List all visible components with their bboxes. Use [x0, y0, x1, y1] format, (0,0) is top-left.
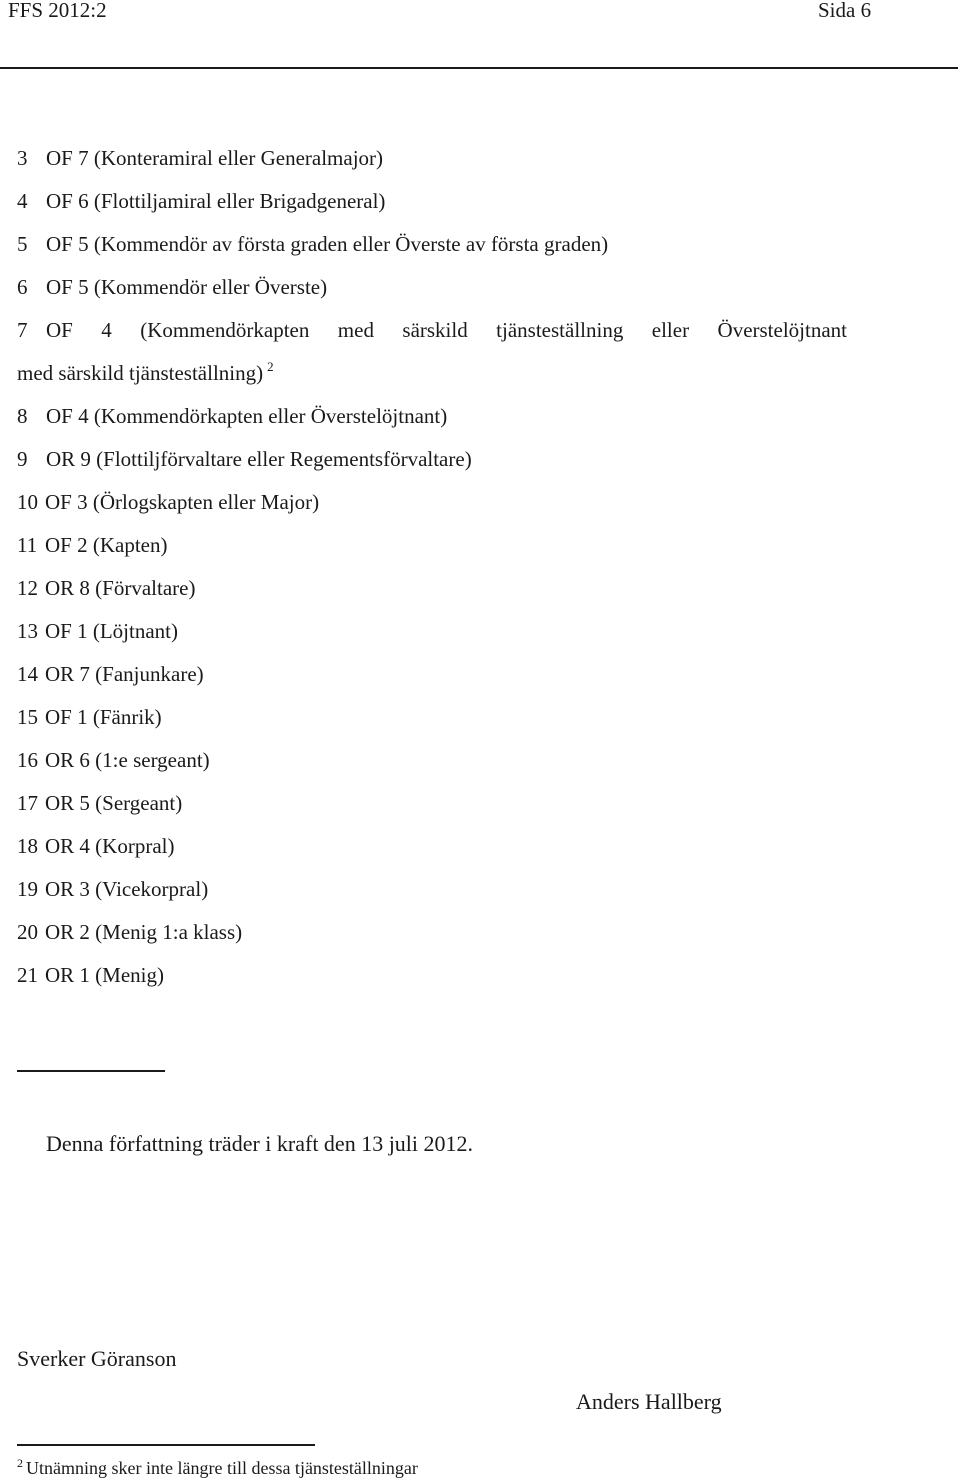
list-item-continuation: [17, 358, 847, 401]
rank-text: OF 5 (Kommendör eller Överste): [46, 275, 328, 299]
list-item: [17, 917, 847, 960]
rank-text: OR 1 (Menig): [45, 963, 164, 987]
rank-text: OF 4 (Kommendörkapten med särskild tjänsteställning eller Överstelöjtnant: [46, 318, 847, 342]
list-item: [17, 745, 847, 788]
signature-first: Sverker Göranson: [17, 1346, 177, 1371]
rank-number: 16: [17, 748, 38, 772]
rank-number: 3: [17, 146, 28, 170]
rank-number: 8: [17, 404, 28, 428]
list-item: [17, 530, 847, 573]
rank-text: OF 4 (Kommendörkapten eller Överstelöjtnant): [46, 404, 448, 428]
footnote-marker: 2: [17, 1456, 23, 1470]
list-item: [17, 702, 847, 745]
rank-number: 5: [17, 232, 28, 256]
list-item: [17, 143, 847, 186]
rank-text: OR 2 (Menig 1:a klass): [45, 920, 243, 944]
rank-number: 10: [17, 490, 38, 514]
signature-second: Anders Hallberg: [576, 1389, 722, 1414]
rank-number: 4: [17, 189, 28, 213]
rank-text: OF 6 (Flottiljamiral eller Brigadgeneral): [46, 189, 386, 213]
rank-list: [17, 143, 847, 1003]
rank-text: OR 9 (Flottiljförvaltare eller Regementsförvaltare): [46, 447, 472, 471]
rank-number: 14: [17, 662, 38, 686]
rank-number: 15: [17, 705, 38, 729]
list-item: [17, 874, 847, 917]
list-item: [17, 659, 847, 702]
list-item: [17, 960, 847, 1003]
rank-number: 6: [17, 275, 28, 299]
rank-text: OF 3 (Örlogskapten eller Major): [45, 490, 320, 514]
footnote-text: Utnämning sker inte längre till dessa tjänsteställningar: [26, 1458, 418, 1478]
rank-text: OR 3 (Vicekorpral): [45, 877, 209, 901]
rank-text-continuation: med särskild tjänsteställning): [17, 361, 264, 385]
rank-text: OR 8 (Förvaltare): [45, 576, 196, 600]
rank-number: 7: [17, 318, 28, 342]
rank-text: OF 1 (Fänrik): [45, 705, 162, 729]
rank-text: OF 7 (Konteramiral eller Generalmajor): [46, 146, 384, 170]
list-item: [17, 788, 847, 831]
list-item: [17, 487, 847, 530]
list-item: [17, 315, 847, 358]
footnote-divider: [17, 1444, 315, 1446]
rank-text: OF 2 (Kapten): [45, 533, 168, 557]
rank-number: 17: [17, 791, 38, 815]
list-item: [17, 401, 847, 444]
list-item: [17, 444, 847, 487]
list-item: [17, 616, 847, 659]
section-divider: [17, 1070, 165, 1072]
rank-text: OR 5 (Sergeant): [45, 791, 183, 815]
rank-text: OR 7 (Fanjunkare): [45, 662, 204, 686]
rank-number: 13: [17, 619, 38, 643]
rank-text: OF 1 (Löjtnant): [45, 619, 178, 643]
rank-text: OR 6 (1:e sergeant): [45, 748, 210, 772]
header-divider: [0, 67, 958, 69]
rank-number: 12: [17, 576, 38, 600]
rank-text: OR 4 (Korpral): [45, 834, 175, 858]
list-item: [17, 831, 847, 874]
footnote: [17, 1456, 418, 1480]
list-item: [17, 272, 847, 315]
list-item: [17, 229, 847, 272]
rank-text: OF 5 (Kommendör av första graden eller Överste av första graden): [46, 232, 609, 256]
rank-number: 20: [17, 920, 38, 944]
document-id: FFS 2012:2: [8, 0, 107, 22]
page-number: Sida 6: [818, 0, 872, 22]
rank-number: 19: [17, 877, 38, 901]
list-item: [17, 186, 847, 229]
list-item: [17, 573, 847, 616]
effective-date-statement: Denna författning träder i kraft den 13 juli 2012.: [46, 1131, 474, 1156]
rank-number: 9: [17, 447, 28, 471]
footnote-reference: 2: [267, 359, 274, 374]
rank-number: 21: [17, 963, 38, 987]
rank-number: 11: [17, 533, 38, 557]
rank-number: 18: [17, 834, 38, 858]
